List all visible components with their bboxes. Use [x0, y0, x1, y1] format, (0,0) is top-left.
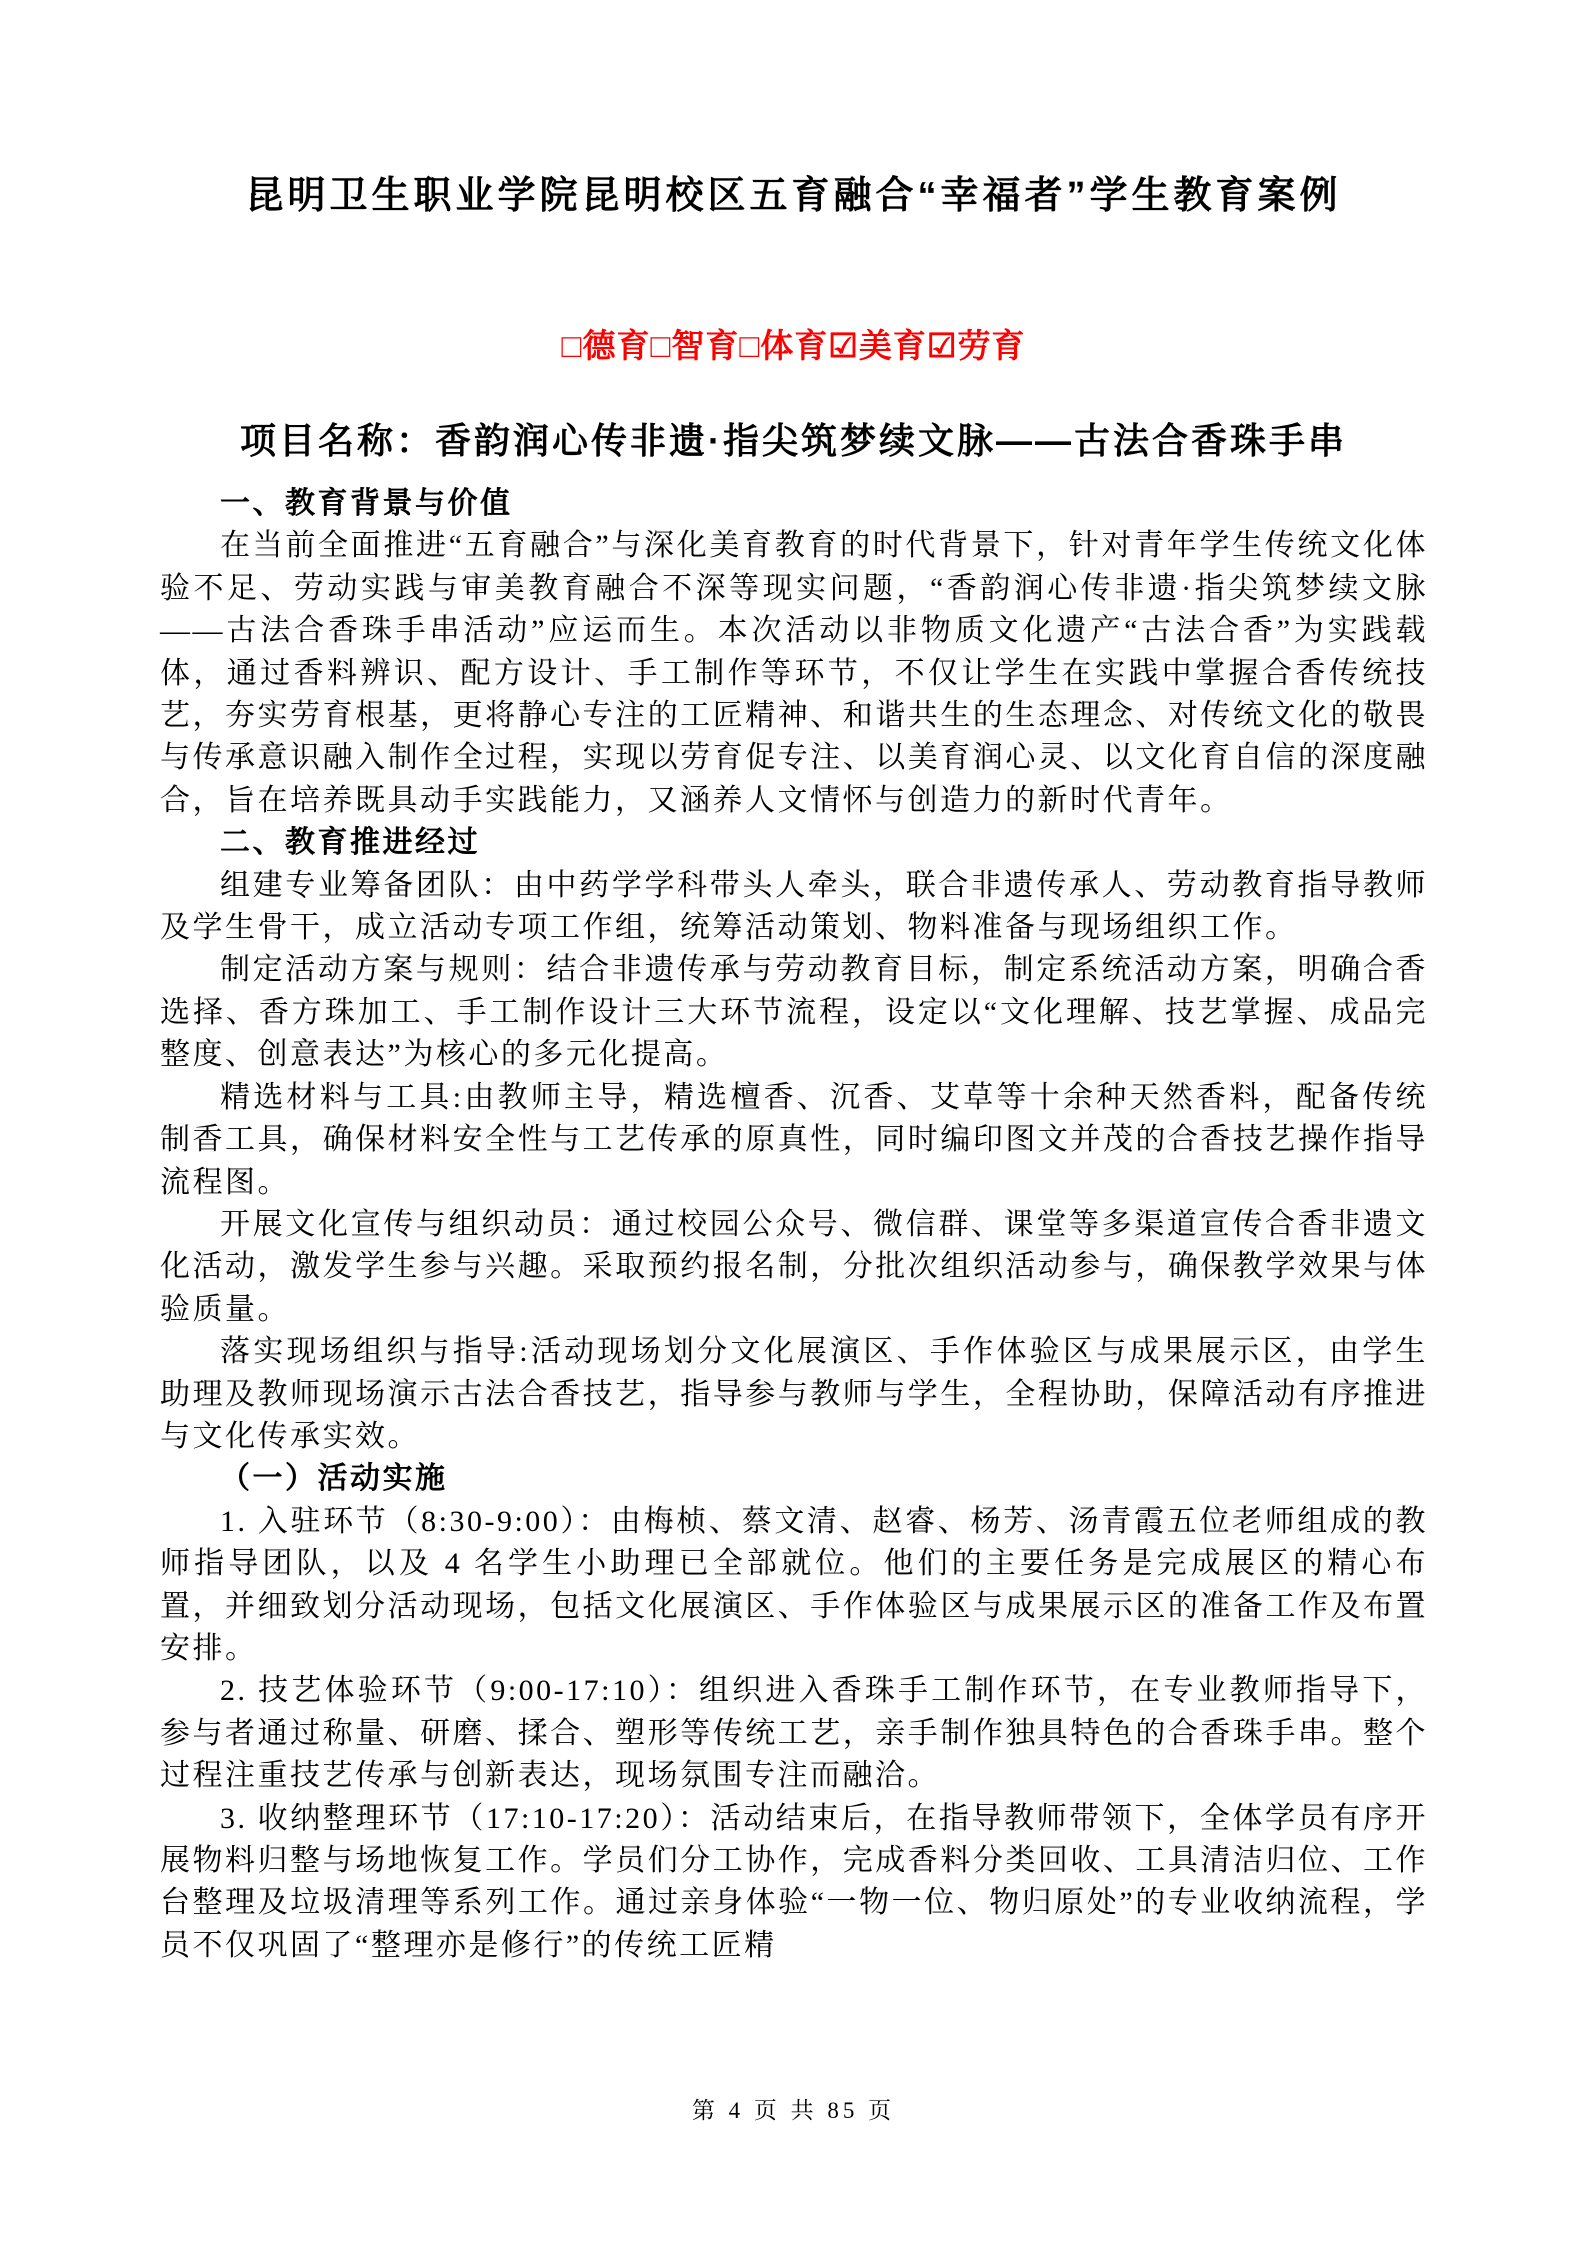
paragraph-step1-checkin: 1. 入驻环节（8:30-9:00）：由梅桢、蔡文清、赵睿、杨芳、汤青霞五位老师组成的教师指导团队，以及 4 名学生小助理已全部就位。他们的主要任务是完成展区的精心布置，并细致划分活动现场，包括文化展演区、手作体验区与成果展示区的准备工作及布置安排。 [160, 1504, 1428, 1665]
paragraph-team-building: 组建专业筹备团队：由中药学学科带头人牵头，联合非遗传承人、劳动教育指导教师及学生骨干，成立活动专项工作组，统筹活动策划、物料准备与现场组织工作。 [160, 868, 1428, 945]
section-heading-education-process: 二、教育推进经过 [220, 826, 480, 860]
paragraph-plan-rules: 制定活动方案与规则：结合非遗传承与劳动教育目标，制定系统活动方案，明确合香选择、香方珠加工、手工制作设计三大环节流程，设定以“文化理解、技艺掌握、成品完整度、创意表达”为核心的多元化提高。 [160, 953, 1428, 1072]
document-body [160, 483, 1428, 1967]
document-title: 昆明卫生职业学院昆明校区五育融合“幸福者”学生教育案例 [245, 175, 1342, 217]
paragraph-background: 在当前全面推进“五育融合”与深化美育教育的时代背景下，针对青年学生传统文化体验不足、劳动实践与审美教育融合不深等现实问题，“香韵润心传非遗·指尖筑梦续文脉——古法合香珠手串活动”应运而生。本次活动以非物质文化遗产“古法合香”为实践载体，通过香料辨识、配方设计、手工制作等环节，不仅让学生在实践中掌握合香传统技艺，夯实劳育根基，更将静心专注的工匠精神、和谐共生的生态理念、对传统文化的敬畏与传承意识融入制作全过程，实现以劳育促专注、以美育润心灵、以文化育自信的深度融合，旨在培养既具动手实践能力，又涵养人文情怀与创造力的新时代青年。 [160, 529, 1428, 817]
section-heading-activity-implementation: （一）活动实施 [220, 1462, 448, 1496]
project-title: 项目名称：香韵润心传非遗·指尖筑梦续文脉——古法合香珠手串 [240, 420, 1347, 461]
paragraph-step2-craft-experience: 2. 技艺体验环节（9:00-17:10）：组织进入香珠手工制作环节，在专业教师指导下，参与者通过称量、研磨、揉合、塑形等传统工艺，亲手制作独具特色的合香珠手串。整个过程注重技艺传承与创新表达，现场氛围专注而融洽。 [160, 1674, 1428, 1793]
five-education-checkbox-line: □德育□智育□体育☑美育☑劳育 [561, 327, 1026, 364]
paragraph-materials-tools: 精选材料与工具:由教师主导，精选檀香、沉香、艾草等十余种天然香料，配备传统制香工具，确保材料安全性与工艺传承的原真性，同时编印图文并茂的合香技艺操作指导流程图。 [160, 1080, 1428, 1199]
paragraph-publicity-mobilization: 开展文化宣传与组织动员：通过校园公众号、微信群、课堂等多渠道宣传合香非遗文化活动，激发学生参与兴趣。采取预约报名制，分批次组织活动参与，确保教学效果与体验质量。 [160, 1207, 1428, 1326]
paragraph-onsite-organization: 落实现场组织与指导:活动现场划分文化展演区、手作体验区与成果展示区，由学生助理及教师现场演示古法合香技艺，指导参与教师与学生，全程协助，保障活动有序推进与文化传承实效。 [160, 1335, 1428, 1453]
section-heading-background-value: 一、教育背景与价值 [220, 487, 513, 520]
paragraph-step3-tidy-up: 3. 收纳整理环节（17:10-17:20）：活动结束后，在指导教师带领下，全体学员有序开展物料归整与场地恢复工作。学员们分工协作，完成香料分类回收、工具清洁归位、工作台整理及垃圾清理等系列工作。通过亲身体验“一物一位、物归原处”的专业收纳流程，学员不仅巩固了“整理亦是修行”的传统工匠精 [160, 1801, 1428, 1962]
page-footer: 第 4 页 共 85 页 [691, 2098, 896, 2123]
